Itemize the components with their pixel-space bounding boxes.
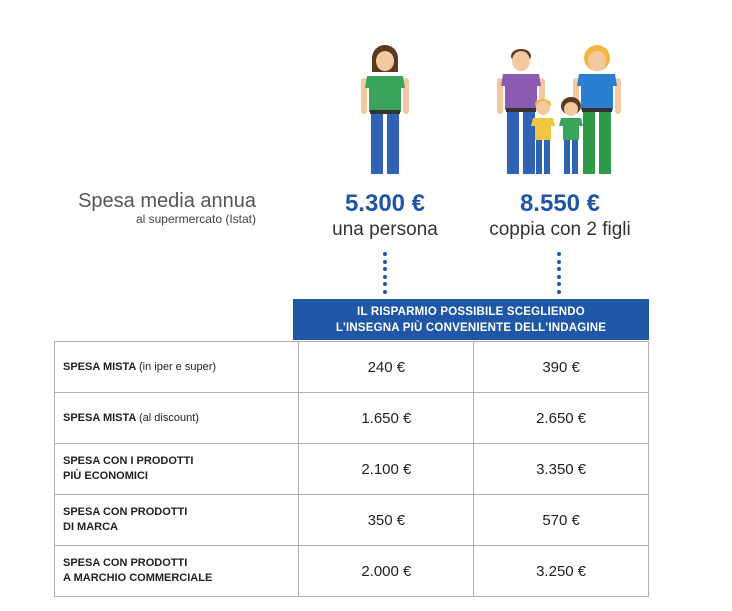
table-row (55, 444, 649, 495)
family-savings: 2.650 € (474, 393, 649, 444)
single-person-amount: 5.300 € (344, 190, 426, 217)
dotted-connector (383, 252, 387, 297)
savings-banner (293, 299, 649, 340)
table-row (55, 393, 649, 444)
single-savings: 1.650 € (299, 393, 474, 444)
single-person-header (285, 190, 485, 241)
family-savings: 3.350 € (474, 444, 649, 495)
family-savings: 390 € (474, 342, 649, 393)
table-row (55, 342, 649, 393)
family-amount: 8.550 € (519, 190, 601, 217)
family-savings: 570 € (474, 495, 649, 546)
family-icon (493, 44, 625, 176)
person-icon (355, 44, 415, 176)
family-header (460, 190, 660, 241)
family-desc: coppia con 2 figli (489, 219, 631, 240)
average-spending-source: al supermercato (Istat) (135, 212, 256, 226)
table-row (55, 546, 649, 597)
dotted-connector (557, 252, 561, 297)
banner-line: L'INSEGNA PIÙ CONVENIENTE DELL'INDAGINE (335, 321, 607, 334)
average-spending-title: Spesa media annua (78, 190, 256, 212)
table-row (55, 495, 649, 546)
banner-line: IL RISPARMIO POSSIBILE SCEGLIENDO (357, 305, 585, 318)
family-savings: 3.250 € (474, 546, 649, 597)
row-label: SPESA MISTA (al discount) (55, 393, 299, 444)
savings-table (54, 341, 649, 597)
single-person-desc: una persona (332, 219, 438, 240)
row-label: SPESA MISTA (in iper e super) (55, 342, 299, 393)
row-label: SPESA CON PRODOTTI A MARCHIO COMMERCIALE (55, 546, 299, 597)
single-savings: 2.000 € (299, 546, 474, 597)
average-spending-label (60, 190, 256, 226)
row-label: SPESA CON I PRODOTTI PIÙ ECONOMICI (55, 444, 299, 495)
row-label: SPESA CON PRODOTTI DI MARCA (55, 495, 299, 546)
single-savings: 350 € (299, 495, 474, 546)
single-savings: 2.100 € (299, 444, 474, 495)
single-savings: 240 € (299, 342, 474, 393)
